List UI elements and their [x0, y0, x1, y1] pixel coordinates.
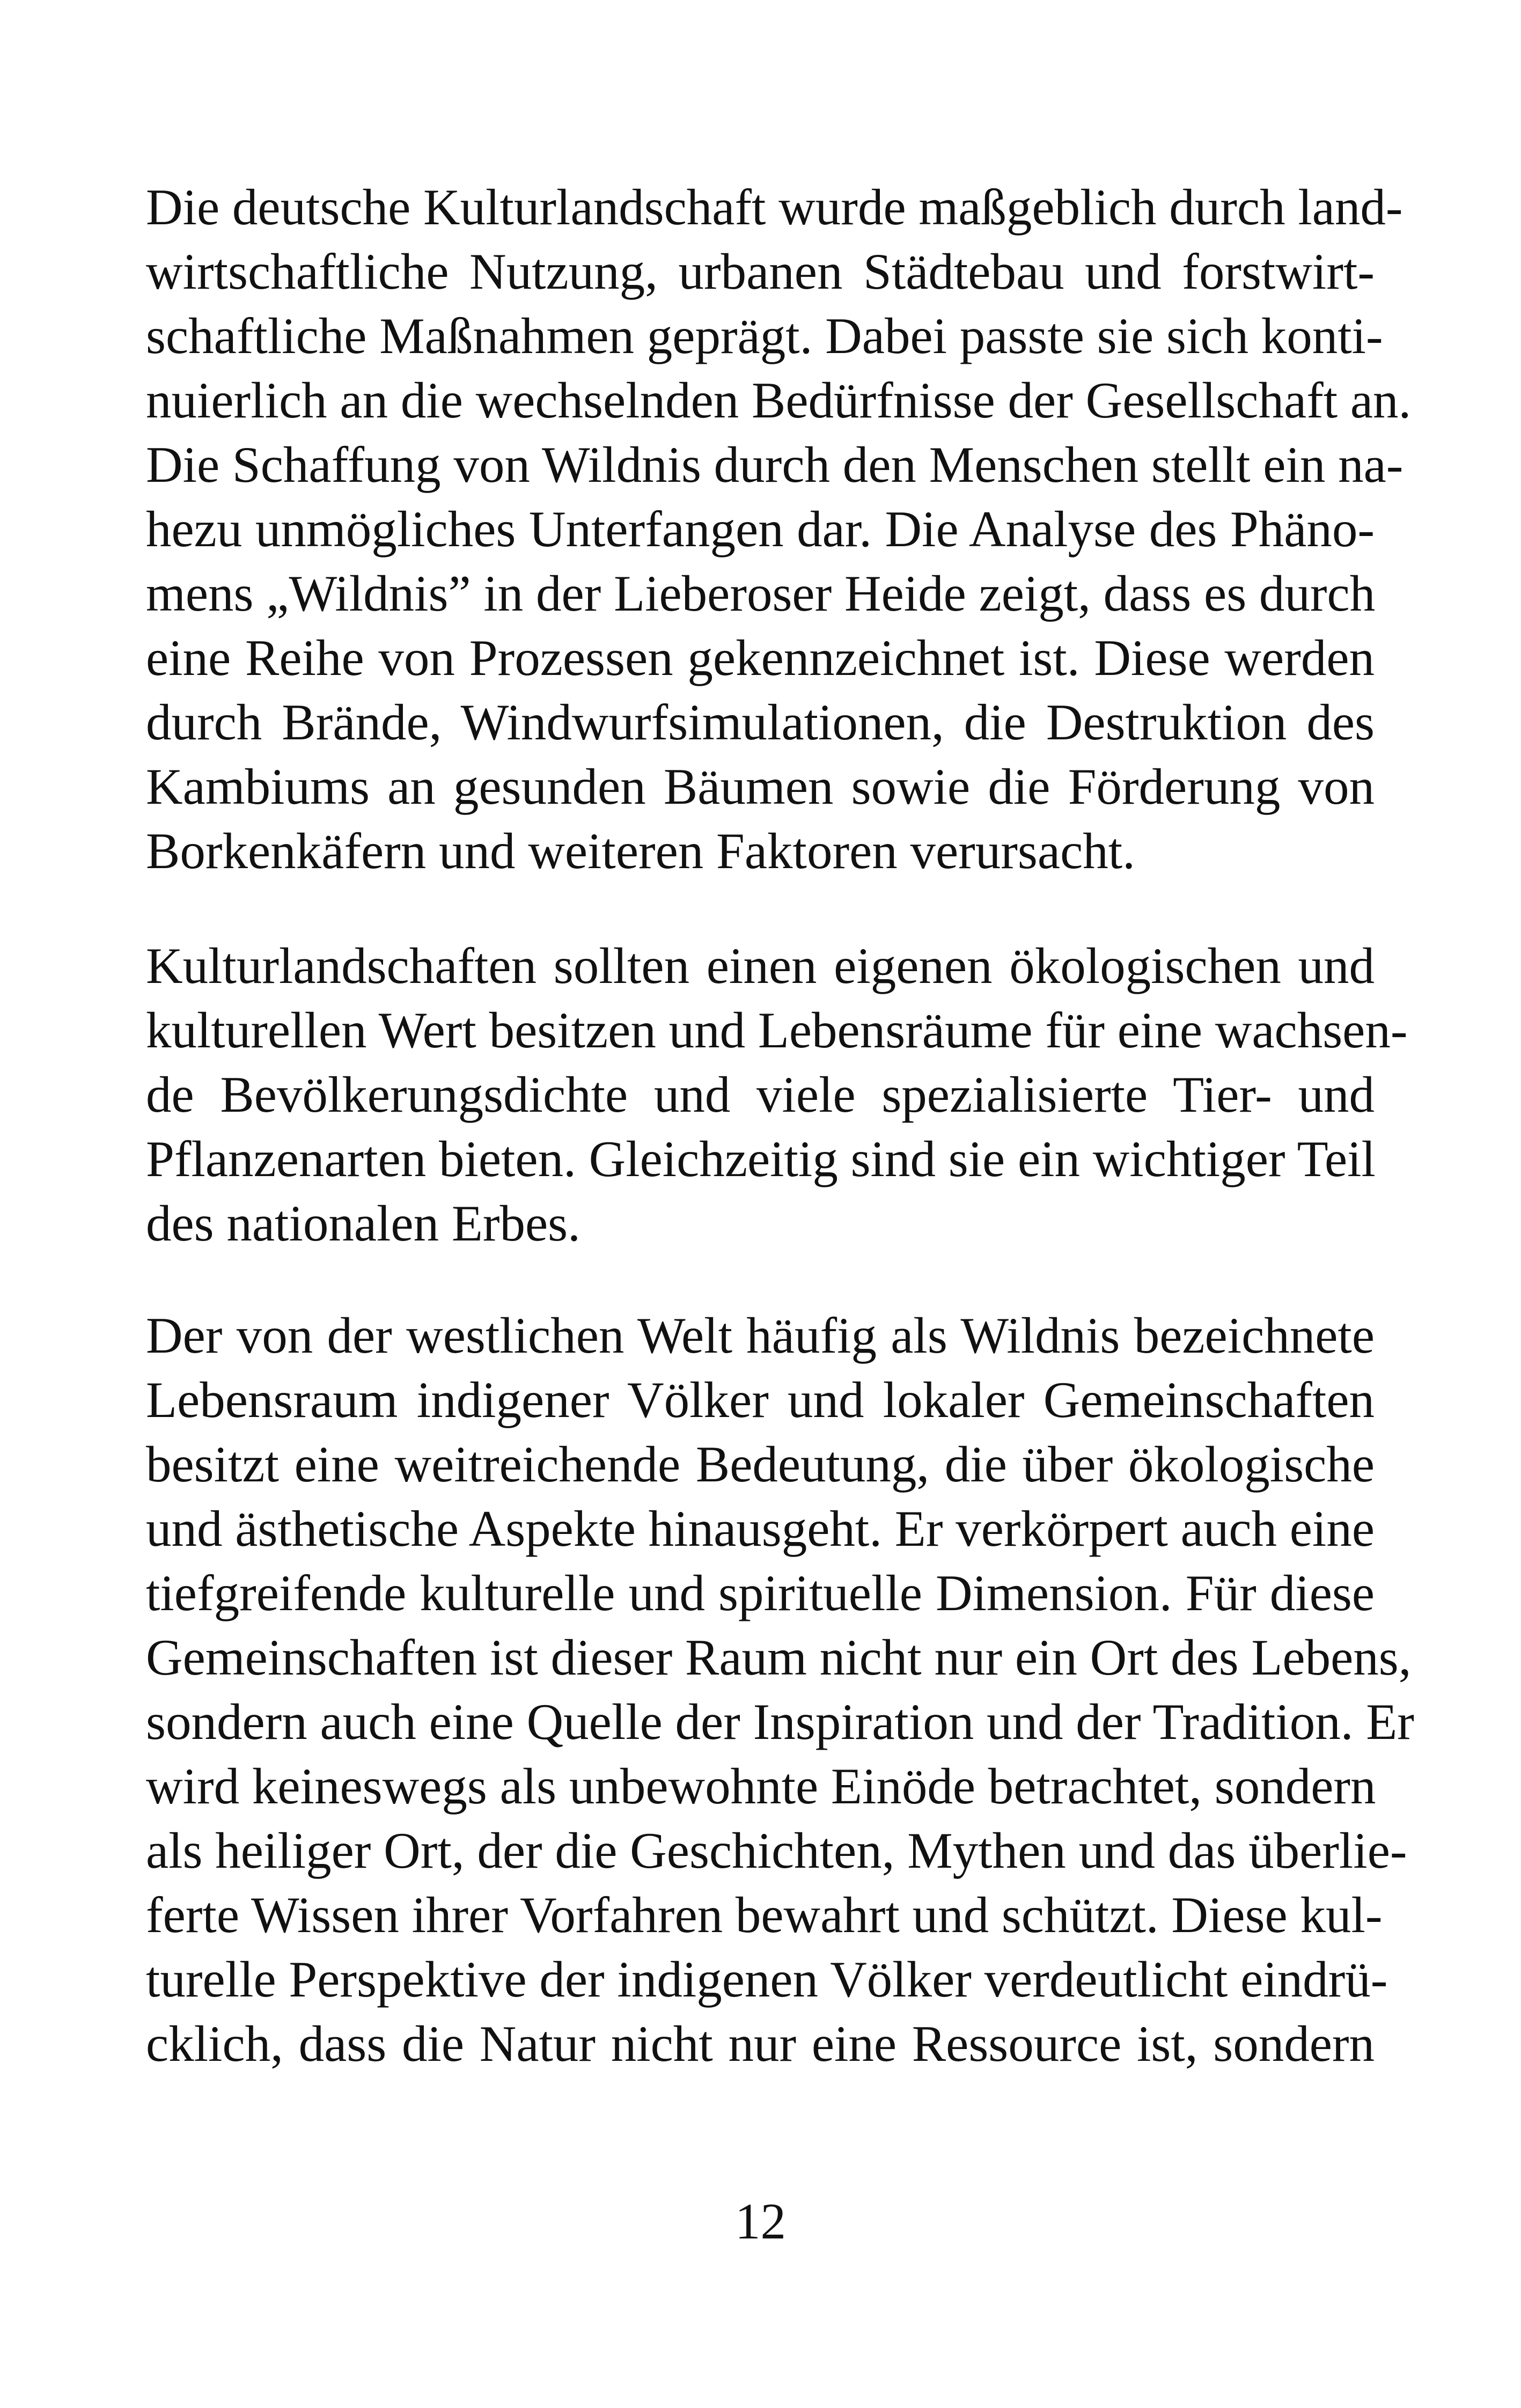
text-line: Der von der westlichen Welt häufig als Wildnis bezeichnete	[146, 1307, 1375, 1364]
text-line: und ästhetische Aspekte hinausgeht. Er verkörpert auch eine	[146, 1500, 1375, 1557]
text-line: Kambiums an gesunden Bäumen sowie die Förderung von	[146, 758, 1375, 815]
text-line: Lebensraum indigener Völker und lokaler Gemeinschaften	[146, 1371, 1375, 1428]
text-line: Pflanzenarten bieten. Gleichzeitig sind sie ein wichtiger Teil	[146, 1130, 1376, 1187]
text-line: turelle Perspektive der indigenen Völker verdeutlicht eindrü-	[146, 1951, 1388, 2008]
text-line: cklich, dass die Natur nicht nur eine Ressource ist, sondern	[146, 2015, 1375, 2072]
text-line: Borkenkäfern und weiteren Faktoren verursacht.	[146, 823, 1135, 879]
paragraph-3	[146, 1303, 1414, 2076]
text-line: als heiliger Ort, der die Geschichten, Mythen und das überlie-	[146, 1822, 1407, 1879]
text-line: Die Schaffung von Wildnis durch den Menschen stellt ein na-	[146, 436, 1404, 493]
text-line: des nationalen Erbes.	[146, 1195, 581, 1252]
text-line: durch Brände, Windwurfsimulationen, die Destruktion des	[146, 694, 1375, 751]
text-line: sondern auch eine Quelle der Inspiration und der Tradition. Er	[146, 1693, 1414, 1750]
paragraph-1	[146, 175, 1412, 883]
text-line: ferte Wissen ihrer Vorfahren bewahrt und schützt. Diese kul-	[146, 1886, 1383, 1943]
text-line: Kulturlandschaften sollten einen eigenen ökologischen und	[146, 937, 1375, 994]
text-line: wirtschaftliche Nutzung, urbanen Städtebau und forstwirt-	[146, 243, 1375, 300]
text-line: Die deutsche Kulturlandschaft wurde maßgeblich durch land-	[146, 179, 1403, 236]
text-line: hezu unmögliches Unterfangen dar. Die Analyse des Phäno-	[146, 501, 1375, 557]
text-line: schaftliche Maßnahmen geprägt. Dabei passte sie sich konti-	[146, 307, 1383, 364]
paragraph-2	[146, 934, 1408, 1256]
text-line: eine Reihe von Prozessen gekennzeichnet ist. Diese werden	[146, 629, 1375, 686]
text-line: de Bevölkerungsdichte und viele spezialisierte Tier- und	[146, 1066, 1375, 1123]
text-line: kulturellen Wert besitzen und Lebensräume für eine wachsen-	[146, 1002, 1408, 1059]
text-line: Gemeinschaften ist dieser Raum nicht nur ein Ort des Lebens,	[146, 1629, 1412, 1686]
text-line: mens „Wildnis” in der Lieberoser Heide zeigt, dass es durch	[146, 565, 1376, 622]
page-number: 12	[735, 2193, 786, 2250]
text-line: besitzt eine weitreichende Bedeutung, die über ökologische	[146, 1436, 1375, 1493]
text-line: wird keineswegs als unbewohnte Einöde betrachtet, sondern	[146, 1758, 1376, 1815]
text-line: nuierlich an die wechselnden Bedürfnisse der Gesellschaft an.	[146, 372, 1412, 429]
text-line: tiefgreifende kulturelle und spirituelle Dimension. Für diese	[146, 1565, 1375, 1621]
